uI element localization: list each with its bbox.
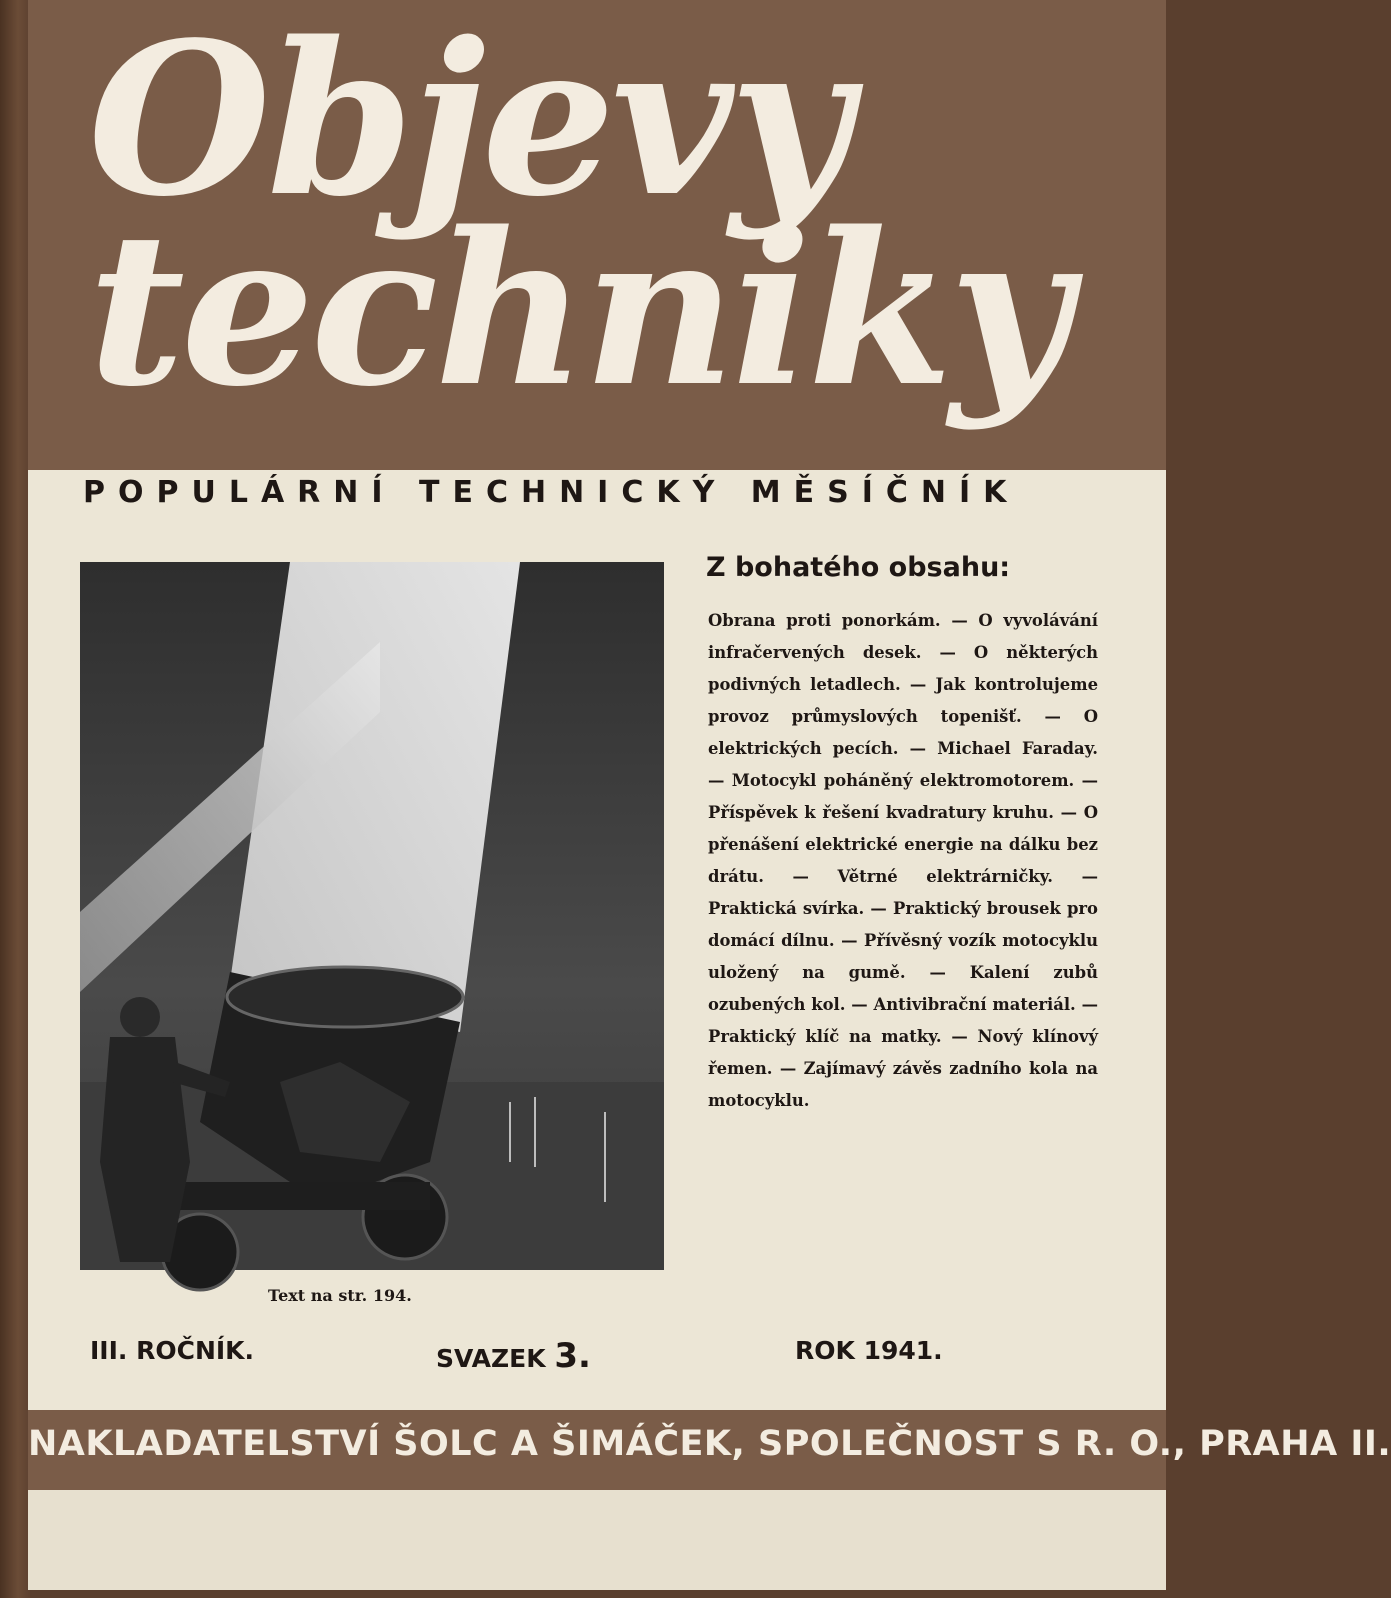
contents-heading: Z bohatého obsahu: — [706, 552, 1011, 583]
illustration-caption: Text na str. 194. — [268, 1286, 412, 1305]
title-line-2: techniky — [88, 186, 1068, 433]
magazine-cover — [28, 0, 1391, 1590]
title-line-1: Objevy — [88, 0, 848, 243]
publisher-line: NAKLADATELSTVÍ ŠOLC A ŠIMÁČEK, SPOLEČNOST S R. O., PRAHA II. — [28, 1424, 1391, 1464]
year-label: ROK 1941. — [795, 1336, 943, 1365]
masthead-band — [28, 0, 1166, 470]
searchlight-lens — [227, 967, 463, 1027]
bottom-margin — [28, 1490, 1166, 1590]
book-spine — [0, 0, 30, 1598]
publisher-band — [28, 1410, 1391, 1490]
issue-number: 3. — [554, 1336, 591, 1376]
soldier-head — [120, 997, 160, 1037]
volume-label: III. ROČNÍK. — [90, 1336, 255, 1365]
issue-word: SVAZEK — [436, 1344, 546, 1373]
searchlight-illustration — [80, 562, 664, 1270]
contents-list: Obrana proti ponorkám. — O vyvolávání infračervených desek. — O některých podivných letadlech. — Jak kontrolujeme provoz průmyslových topenišť. — O elektrických pecích. — Michael Faraday. — Motocykl poháněný elektromotorem. — Příspěvek k řešení kvadratury kruhu. — O přenášení elektrické energie na dálku bez drátu. — Větrné elektrárničky. — Praktická svírka. — Praktický brousek pro domácí dílnu. — Přívěsný vozík motocyklu uložený na gumě. — Kalení zubů ozubených kol. — Antivibrační materiál. — Praktický klíč na matky. — Nový klínový řemen. — Zajímavý závěs zadního kola na motocyklu. — [708, 611, 1098, 1110]
searchlight-image — [80, 562, 664, 1270]
issue-label — [436, 1336, 591, 1376]
subtitle: POPULÁRNÍ TECHNICKÝ MĚSÍČNÍK — [83, 475, 1020, 510]
